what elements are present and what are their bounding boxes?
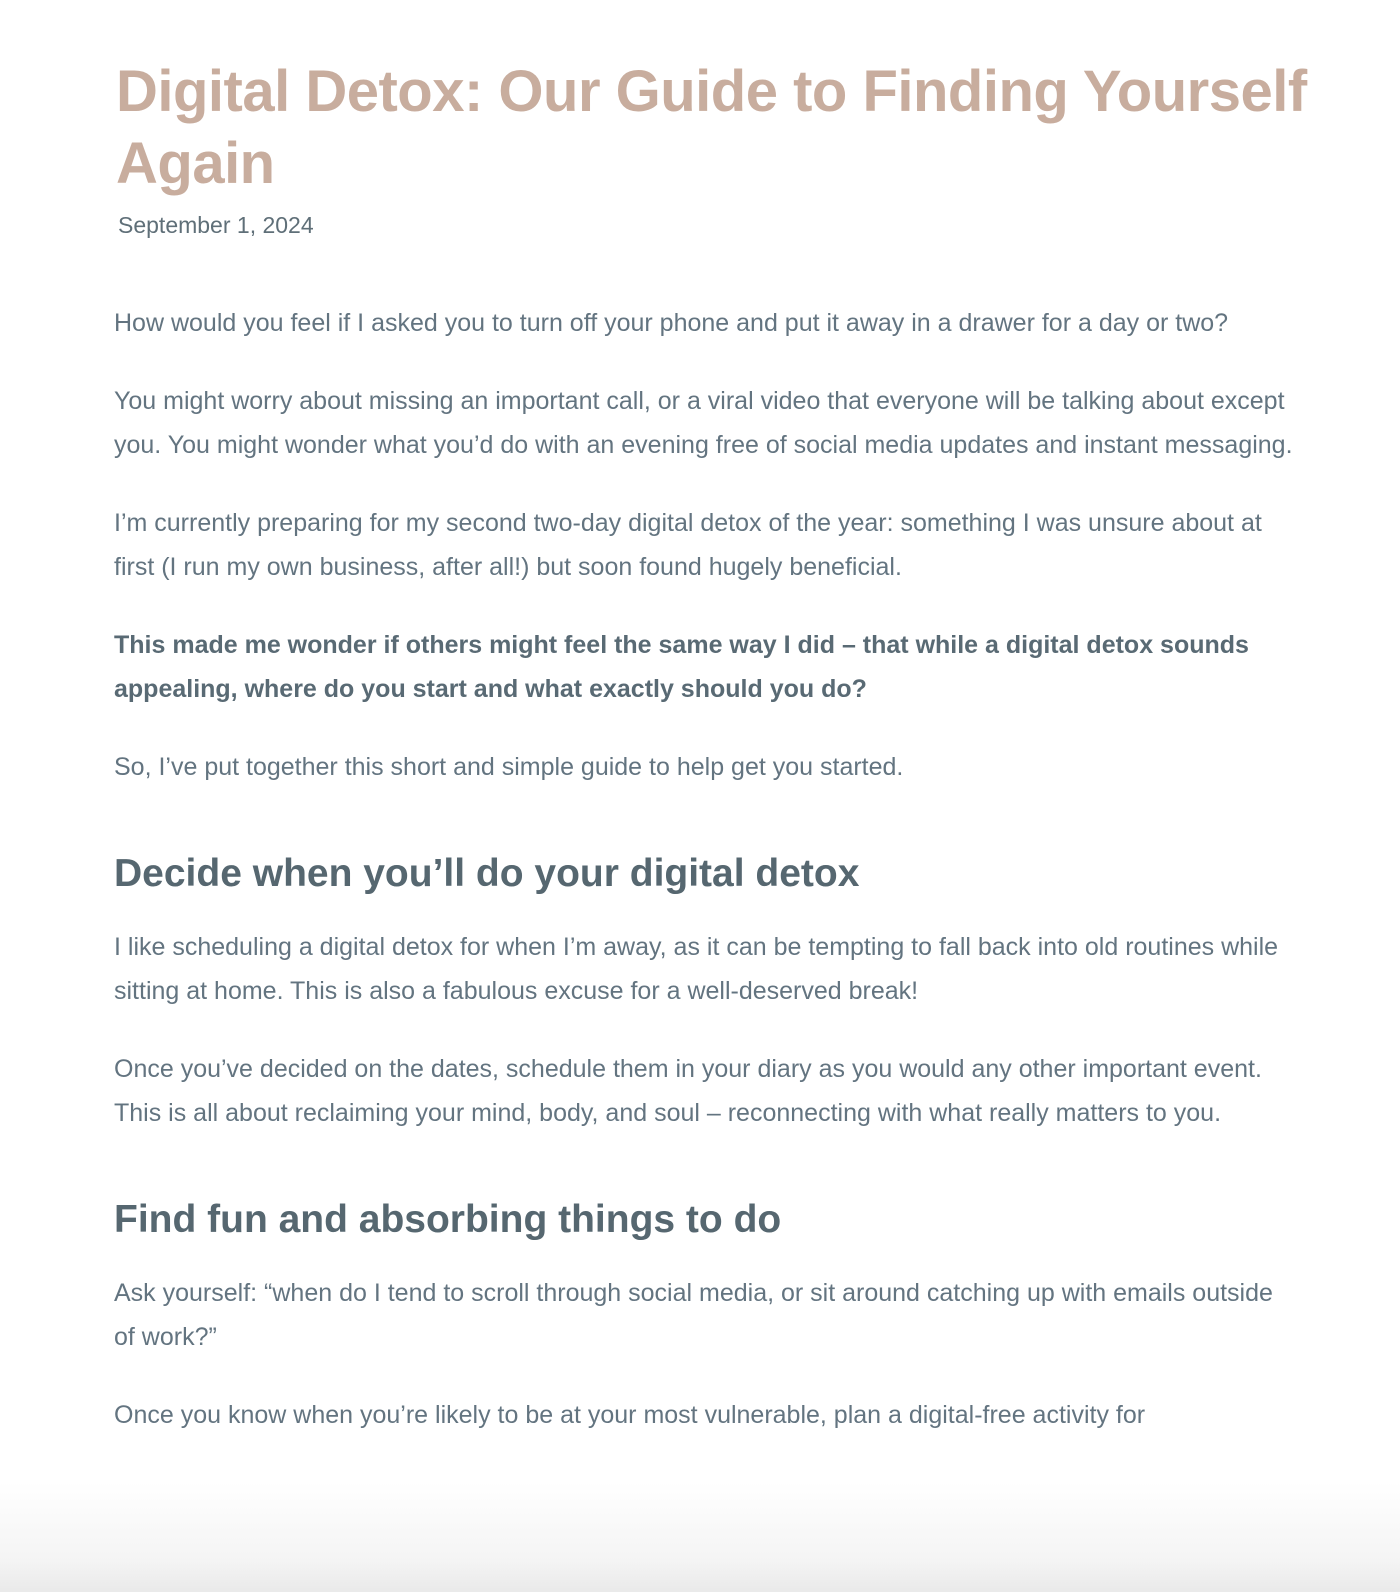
paragraph: Once you’ve decided on the dates, schedule them in your diary as you would any other important event. This is all about reclaiming your mind, body, and soul – reconnecting with what really matters to you. <box>114 1055 1262 1127</box>
bold-paragraph: This made me wonder if others might feel the same way I did – that while a digital detox sounds appealing, where do you start and what exactly should you do? <box>114 631 1249 703</box>
article-title: Digital Detox: Our Guide to Finding Yourself Again <box>116 59 1307 196</box>
paragraph: Ask yourself: “when do I tend to scroll through social media, or sit around catching up with emails outside of work?” <box>114 1279 1273 1351</box>
paragraph: Once you know when you’re likely to be at your most vulnerable, plan a digital-free activity for <box>114 1401 1146 1429</box>
bottom-fade-overlay <box>0 1482 1400 1592</box>
section-heading: Decide when you’ll do your digital detox <box>114 852 860 895</box>
paragraph: How would you feel if I asked you to turn off your phone and put it away in a drawer for a day or two? <box>114 309 1229 337</box>
paragraph: So, I’ve put together this short and simple guide to help get you started. <box>114 753 904 781</box>
paragraph: I’m currently preparing for my second two-day digital detox of the year: something I was unsure about at first (I run my own business, after all!) but soon found hugely beneficial. <box>114 509 1262 581</box>
article-date: September 1, 2024 <box>118 212 314 238</box>
section-heading: Find fun and absorbing things to do <box>114 1198 782 1241</box>
article-body <box>114 301 1294 1471</box>
paragraph: I like scheduling a digital detox for when I’m away, as it can be tempting to fall back into old routines while sitting at home. This is also a fabulous excuse for a well-deserved break! <box>114 933 1279 1005</box>
paragraph: You might worry about missing an important call, or a viral video that everyone will be talking about except you. You might wonder what you’d do with an evening free of social media updates and instant messaging. <box>114 387 1293 459</box>
article-header <box>116 56 1316 240</box>
